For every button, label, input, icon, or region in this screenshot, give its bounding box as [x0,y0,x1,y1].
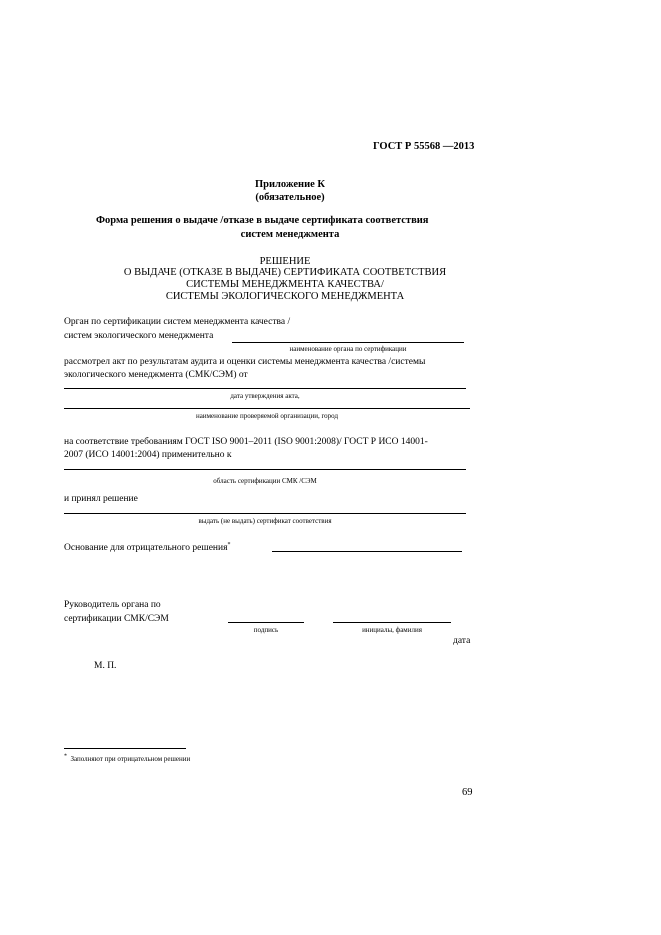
head-label-line1: Руководитель органа по [64,600,161,610]
footnote-mark: * [64,753,67,760]
organ-label-line2: систем экологического менеджмента [64,331,214,341]
act-date-field[interactable] [64,388,466,389]
organization-caption: наименование проверяемой организации, город [195,412,339,420]
stamp-label: М. П. [94,661,117,671]
accepted-text: и принял решение [64,494,138,504]
decision-subheading-3: СИСТЕМЫ ЭКОЛОГИЧЕСКОГО МЕНЕДЖМЕНТА [165,291,405,302]
head-label-line2: сертификации СМК/СЭМ [64,614,169,624]
standard-number: ГОСТ Р 55568 —2013 [373,141,475,152]
footnote-text: Заполняют при отрицательном решении [70,755,191,763]
annex-title: Приложение К [254,179,326,190]
form-title-line2: систем менеджмента [240,229,340,240]
act-date-caption: дата утверждения акта, [230,392,300,400]
decision-field[interactable] [64,513,466,514]
annex-status: (обязательное) [255,192,325,203]
basis-field[interactable] [272,551,462,552]
decision-subheading-2: СИСТЕМЫ МЕНЕДЖМЕНТА КАЧЕСТВА/ [186,279,384,290]
organ-label-line1: Орган по сертификации систем менеджмента качества / [64,317,291,327]
footnote-separator [64,748,186,749]
conformity-text-line2: 2007 (ИСО 14001:2004) применительно к [64,450,232,460]
decision-heading: РЕШЕНИЕ [259,256,311,267]
signature-caption: подпись [253,626,279,634]
name-caption: инициалы, фамилия [362,626,422,634]
decision-subheading-1: О ВЫДАЧЕ (ОТКАЗЕ В ВЫДАЧЕ) СЕРТИФИКАТА СООТВЕТСТВИЯ [123,267,447,278]
footnote [64,755,190,763]
organization-field[interactable] [64,408,470,409]
basis-label: Основание для отрицательного решения* [64,541,231,553]
organ-name-caption: наименование органа по сертификации [289,345,407,353]
signature-field[interactable] [228,622,304,623]
scope-caption: область сертификации СМК /СЭМ [213,477,317,485]
scope-field[interactable] [64,469,466,470]
page-number: 69 [462,787,473,798]
name-field[interactable] [333,622,451,623]
conformity-text-line1: на соответствие требованиям ГОСТ ISO 9001–2011 (ISO 9001:2008)/ ГОСТ Р ИСО 14001- [64,437,428,447]
reviewed-text-line2: экологического менеджмента (СМК/СЭМ) от [64,370,248,380]
date-label: дата [453,636,471,646]
decision-caption: выдать (не выдать) сертификат соответствия [198,517,332,525]
reviewed-text-line1: рассмотрел акт по результатам аудита и оценки системы менеджмента качества /системы [64,357,426,367]
basis-footnote-mark: * [227,541,231,548]
organ-name-field[interactable] [232,342,464,343]
form-title-line1: Форма решения о выдаче /отказе в выдаче сертификата соответствия [96,215,429,226]
